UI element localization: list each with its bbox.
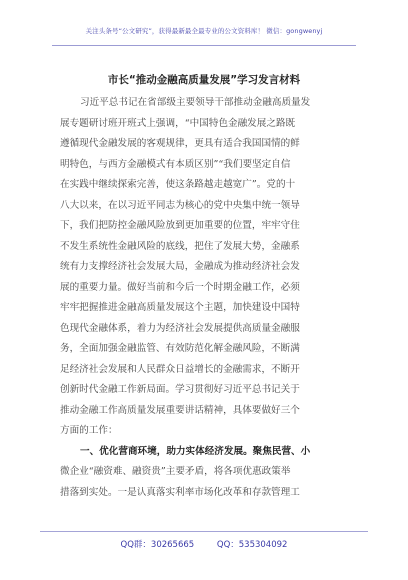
body-line: 遵循现代金融发展的客观规律，更具有适合我国国情的鲜 — [60, 138, 300, 149]
body-line: 明特色，与西方金融模式有本质区别”“我们要坚定自信 — [60, 158, 291, 170]
body-line: 措落到实处。一是认真落实利率市场化改革和存款管理工 — [60, 486, 300, 498]
body-line: 展的重要力量。做好当前和今后一个时期金融工作，必须 — [60, 281, 300, 293]
promo-text: 关注头条号“公文研究”，获得最新最全最专业的公文资料库！ 微信：gongwenyj — [85, 27, 323, 35]
qq-number: QQ：535304092 — [216, 540, 288, 550]
body-line: 推动金融工作高质量发展重要讲话精神，具体要做好三个 — [60, 404, 300, 416]
body-line: 不发生系统性金融风险的底线，把住了发展大势，金融系 — [60, 240, 300, 252]
document-body — [60, 93, 350, 503]
promo-header — [0, 0, 408, 54]
body-line: 创新时代金融工作新局面。学习贯彻好习近平总书记关于 — [60, 384, 300, 395]
body-line: 方面的工作： — [60, 425, 118, 436]
section-heading: 一、优化营商环境，助力实体经济发展。聚焦民营、小 — [80, 445, 311, 457]
body-line: 八大以来，在以习近平同志为核心的党中央集中统一领导 — [60, 199, 300, 211]
body-line: 习近平总书记在省部级主要领导干部推动金融高质量发 — [80, 97, 311, 108]
body-line: 下，我们把防控金融风险放到更加重要的位置，牢牢守住 — [60, 220, 300, 231]
footer-divider — [40, 531, 368, 532]
header-divider — [52, 45, 356, 46]
body-line: 色现代金融体系，着力为经济社会发展提供高质量金融服 — [60, 322, 300, 334]
body-line: 务，全面加强金融监管、有效防范化解金融风险，不断满 — [60, 343, 300, 354]
body-line: 统有力支撑经济社会发展大局，金融成为推动经济社会发 — [60, 261, 300, 272]
qq-group: QQ群：30265665 — [120, 540, 195, 550]
document-title: 市长“推动金融高质量发展”学习发言材料 — [107, 74, 301, 86]
body-line: 展专题研讨班开班式上强调，“中国特色金融发展之路既 — [60, 117, 296, 129]
body-line: 牢牢把握推进金融高质量发展这个主题，加快建设中国特 — [60, 302, 300, 313]
body-line: 足经济社会发展和人民群众日益增长的金融需求，不断开 — [60, 363, 300, 375]
contact-footer — [0, 538, 408, 550]
body-line: 微企业“融资难、融资贵”主要矛盾，将各项优惠政策举 — [60, 466, 291, 477]
body-line: 在实践中继续探索完善，使这条路越走越宽广”。党的十 — [60, 179, 296, 190]
